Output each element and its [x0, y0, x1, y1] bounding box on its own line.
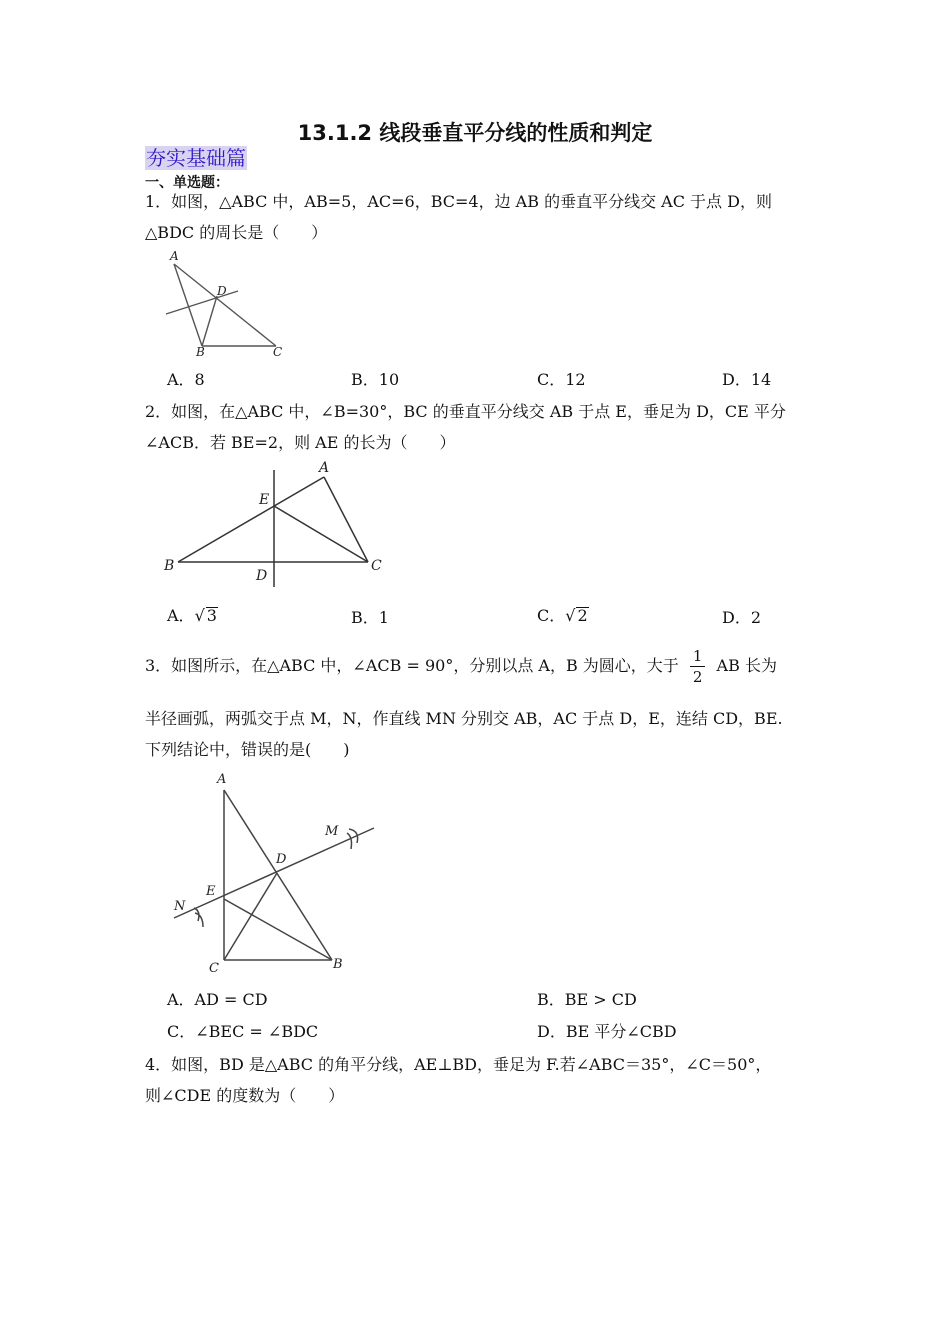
radicand: 2 — [577, 606, 588, 625]
question-3-text-line3: 下列结论中，错误的是( ) — [145, 740, 350, 759]
label-m: M — [325, 824, 339, 839]
option-prefix: C． — [537, 606, 566, 625]
sqrt-sign: √ — [194, 606, 205, 625]
label-c: C — [209, 961, 219, 976]
segment-cd — [224, 873, 277, 960]
question-2-text-line1: 2．如图，在△ABC 中，∠B=30°，BC 的垂直平分线交 AB 于点 E，垂足为 D，CE 平分 — [145, 402, 786, 421]
segment-bd — [202, 296, 217, 346]
section-heading: 夯实基础篇 — [146, 146, 246, 170]
label-n: N — [174, 899, 186, 914]
label-c: C — [371, 558, 382, 574]
arc-m-upper — [347, 833, 352, 849]
question-3-text-line2: 半径画弧，两弧交于点 M，N，作直线 MN 分别交 AB，AC 于点 D，E，连结 CD，BE. — [145, 709, 783, 728]
radicand: 3 — [206, 606, 217, 625]
question-3-option-a[interactable]: A．AD = CD — [167, 990, 268, 1009]
question-1-text-line2: △BDC 的周长是（ ） — [145, 223, 328, 242]
line-mn — [174, 828, 374, 918]
segment-ac — [174, 264, 276, 346]
question-3-text-part2: AB 长为 — [716, 656, 777, 675]
question-1-figure — [160, 248, 290, 360]
question-3-option-c[interactable]: C．∠BEC = ∠BDC — [167, 1022, 319, 1041]
label-d: D — [256, 568, 268, 584]
question-3-text-part1: 3．如图所示，在△ABC 中，∠ACB = 90°，分别以点 A，B 为圆心，大于 — [145, 656, 679, 675]
label-d: D — [217, 284, 227, 298]
question-3-option-d[interactable]: D．BE 平分∠CBD — [537, 1022, 677, 1041]
question-1-option-a[interactable]: A．8 — [167, 370, 205, 389]
label-a: A — [217, 772, 227, 787]
question-3-figure — [165, 765, 380, 980]
page-title: 13.1.2 线段垂直平分线的性质和判定 — [297, 121, 653, 145]
label-d: D — [276, 852, 287, 867]
label-e: E — [206, 884, 216, 899]
question-4-text-line2: 则∠CDE 的度数为（ ） — [145, 1086, 345, 1105]
sqrt-sign: √ — [565, 606, 576, 625]
label-b: B — [196, 345, 205, 359]
perpendicular-bisector-line — [166, 291, 238, 314]
question-3-option-b[interactable]: B．BE > CD — [537, 990, 637, 1009]
label-c: C — [273, 345, 283, 359]
question-2-figure — [158, 455, 398, 590]
question-1-text-line1: 1．如图，△ABC 中，AB=5，AC=6，BC=4，边 AB 的垂直平分线交 AC 于点 D，则 — [145, 192, 772, 211]
label-a: A — [319, 460, 330, 476]
segment-eb — [224, 899, 332, 960]
label-e: E — [259, 492, 270, 508]
question-2-option-c[interactable] — [537, 603, 589, 626]
question-1-option-c[interactable]: C．12 — [537, 370, 586, 389]
question-3-text-line1 — [145, 642, 777, 690]
question-2-option-d[interactable]: D．2 — [722, 608, 762, 627]
label-b: B — [164, 558, 175, 574]
fraction-numerator: 1 — [690, 646, 706, 667]
question-2-option-b[interactable]: B．1 — [351, 608, 389, 627]
fraction-denominator: 2 — [692, 668, 703, 686]
label-b: B — [333, 957, 343, 972]
subsection-heading: 一、单选题： — [145, 175, 229, 191]
question-1-option-b[interactable]: B．10 — [351, 370, 400, 389]
question-4-text-line1: 4．如图，BD 是△ABC 的角平分线，AE⊥BD，垂足为 F.若∠ABC＝35°，∠C＝50°， — [145, 1055, 772, 1074]
question-2-text-line2: ∠ACB．若 BE=2，则 AE 的长为（ ） — [145, 433, 456, 452]
segment-ab — [174, 264, 202, 346]
segment-ba — [178, 477, 324, 562]
fraction-one-half — [690, 646, 706, 687]
label-a: A — [170, 249, 179, 263]
question-2-option-a[interactable] — [167, 603, 218, 626]
option-prefix: A． — [167, 606, 195, 625]
question-1-option-d[interactable]: D．14 — [722, 370, 772, 389]
